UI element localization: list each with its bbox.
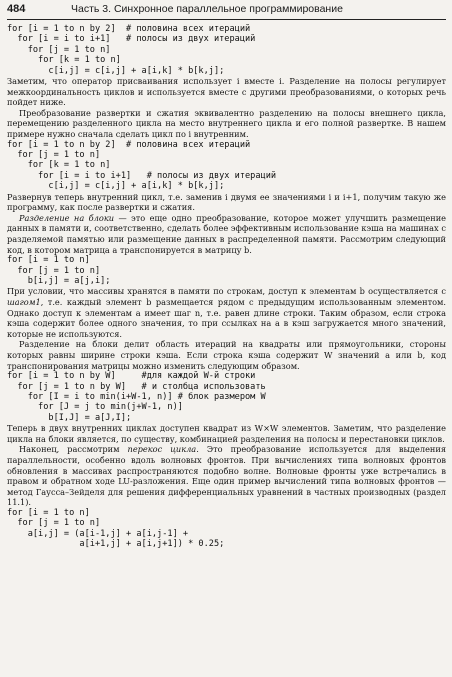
page-number: 484 [7,3,26,15]
code-line: for [J = j to min(j+W-1, n)] [7,402,183,413]
paragraph: Теперь в двух внутренних циклах доступен квадрат из W×W элементов. Заметим, что разделение цикла на блоки является, по существу, комбинацией разделения на полосы и перестановки циклов. [7,423,446,444]
code-line: c[i,j] = c[i,j] + a[i,k] * b[k,j]; [7,181,225,192]
term-emphasis: перекос цикла [127,444,197,455]
code-line: for [j = 1 to n] [7,265,101,276]
code-listing-interchange [7,140,446,192]
paragraph [7,213,446,255]
paragraph-text: — это еще одно преобразование, которое может улучшить размещение данных в памяти и, соответственно, сделать более эффективным использование кэша на машинах с разделяемой памятью или размещение данных в распределенной памяти. Рассмотрим следующий код, в котором матрица а транспонируется в матрицу b. [7,212,446,255]
code-listing-strip-mining [7,24,446,76]
code-line: b[i,j] = a[j,i]; [7,276,111,286]
paragraph: Развернув теперь внутренний цикл, т.е. заменив i двумя ее значениями i и i+1, получим такую же программу, как после развертки и сжатия. [7,191,446,213]
paragraph: Разделение на блоки делит область итераций на квадраты или прямоугольники, стороны которых равны ширине строки кэша. Если строка кэша содержит W значений a или b, код транспонирования матрицы можно изменить следующим образом. [7,339,446,371]
code-line: for [i = i to i+1] # полосы из двух итераций [7,170,277,181]
code-line: for [i = 1 to n by 2] # половина всех итераций [7,24,251,34]
paragraph [7,444,446,508]
code-line: for [j = 1 to n] [7,150,101,160]
code-line: for [k = 1 to n] [7,160,111,171]
paragraph-text: Наконец, рассмотрим [19,444,128,455]
code-line: a[i,j] = (a[i-1,j] + a[i,j-1] + [7,528,189,539]
code-line: for [I = i to min(i+W-1, n)] # блок размером W [7,391,266,402]
paragraph-text: . Это преобразование используется для выделения параллельности, особенно вдоль волновых фронтов. При вычислениях типа волновых фронтов обновления в массивах распространяются подобно волне. Волновые фронты уже встречались в правом и обратном ходе LU-разложения. Еще один пример вычислений типа волновых фронтов — метод Гаусса–Зейделя для решения дифференциальных уравнений в частных производных (раздел 11.1). [7,444,446,508]
code-line: for [i = 1 to n] [7,507,90,518]
paragraph [7,286,446,339]
code-listing-wavefront [7,508,446,550]
paragraph: Заметим, что оператор присваивания использует i вместе i. Разделение на полосы регулирует межкоординальность циклов и используется вместе с другими преобразованиями, о которых речь пойдет ниже. [7,76,446,108]
code-line: c[i,j] = c[i,j] + a[i,k] * b[k,j]; [7,65,225,76]
code-line: for [i = 1 to n by 2] # половина всех итераций [7,139,251,150]
code-line: for [i = i to i+1] # полосы из двух итераций [7,34,256,45]
paragraph-text: , т.е. каждый элемент b размещается рядом с предыдущим использованным элементом. Однако доступ к элементам a имеет шаг n, т.е. равен длине строки. Таким образом, если строка кэша содержит более одного значения, то при ссылках на a в кэш загружается много значений, которые не используются. [7,297,446,339]
paragraph: Преобразование развертки и сжатия эквивалентно разделению на полосы внешнего цикла, перемещению разделенного цикла на место внутреннего цикла и его полной развертке. В нашем примере нужно сначала сделать цикл по i внутренним. [7,107,446,139]
term-emphasis: Разделение на блоки [19,212,114,223]
code-line: for [j = 1 to n] [7,518,101,529]
code-line: for [j = 1 to n by W] # и столбца использовать [7,381,266,392]
code-line: for [k = 1 to n] [7,55,121,66]
code-line: b[I,J] = a[J,I]; [7,412,132,423]
code-listing-transpose [7,255,446,286]
code-line: a[i+1,j] + a[i,j+1]) * 0.25; [7,539,225,550]
chapter-title: Часть 3. Синхронное параллельное программирование [71,3,343,15]
code-line: for [j = 1 to n] [7,44,111,55]
code-line: for [i = 1 to n] [7,255,90,266]
code-listing-tiling [7,371,446,423]
paragraph-text: При условии, что массивы хранятся в памяти по строкам, доступ к элементам b осуществляется с [7,286,446,297]
page-header [7,3,446,20]
term-emphasis: шагом1 [7,297,41,307]
code-line: for [i = 1 to n by W] #для каждой W-й строки [7,371,256,382]
